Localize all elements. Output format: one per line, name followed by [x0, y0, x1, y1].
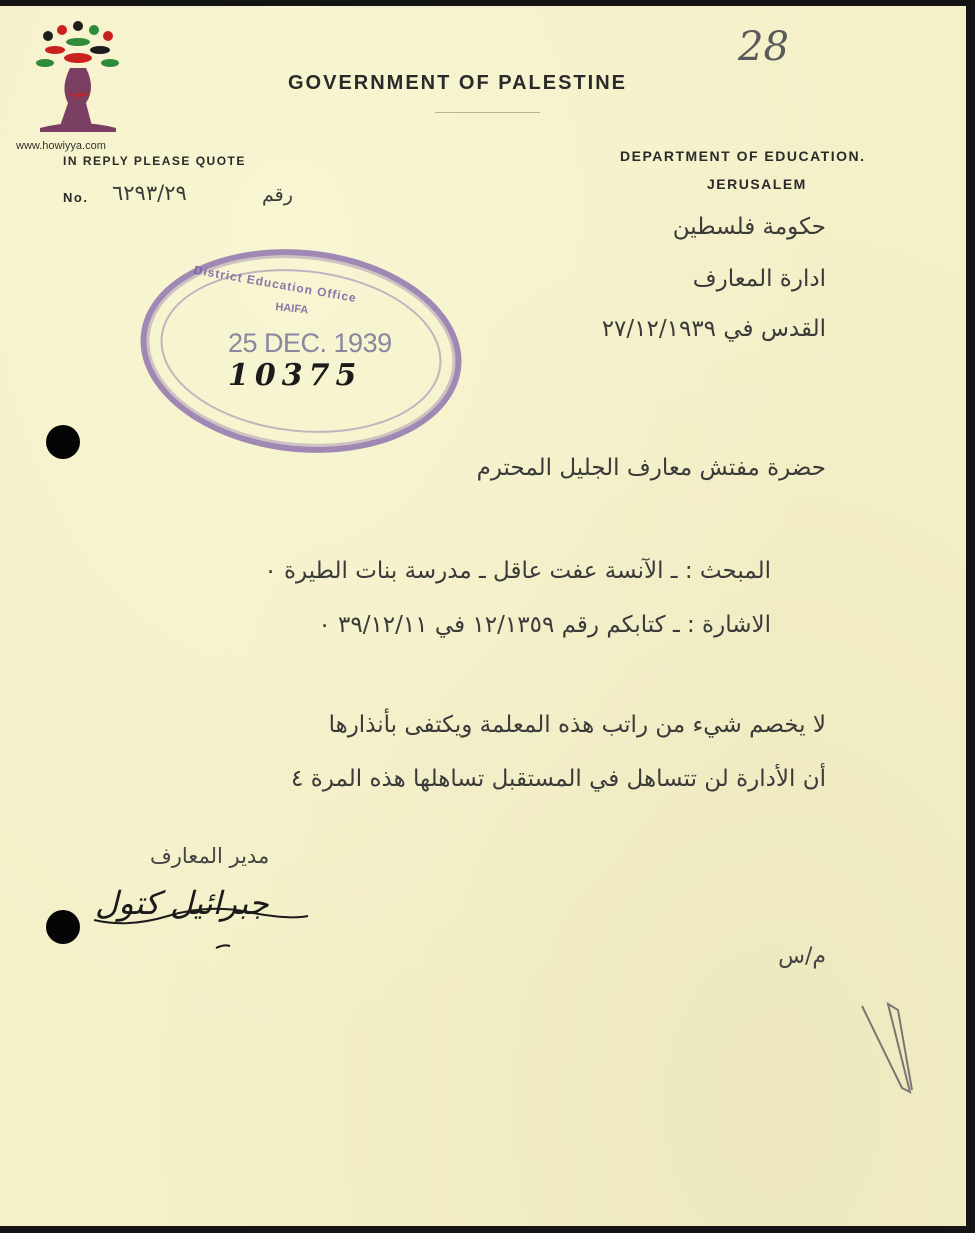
ref-number: ٦٢٩٣/٢٩	[112, 181, 187, 205]
howiyya-logo	[30, 18, 125, 138]
signature-flourish	[88, 876, 328, 961]
scan-border-right	[966, 0, 975, 1233]
department-city: JERUSALEM	[707, 176, 807, 192]
punch-hole-top	[46, 425, 80, 459]
paragraph-line-1: لا يخصم شيء من راتب هذه المعلمة ويكتفى بأنذارها	[328, 712, 826, 738]
gov-arabic: حكومة فلسطين	[672, 214, 826, 240]
ref-label: No.	[63, 190, 89, 205]
addressee: حضرة مفتش معارف الجليل المحترم	[476, 455, 826, 481]
stamp-office: District Education Office	[192, 262, 358, 306]
scan-border-bottom	[0, 1226, 975, 1233]
stamp-city: HAIFA	[274, 301, 309, 317]
scan-border-top	[0, 0, 975, 6]
reference-line: الاشارة : ـ كتابكم رقم ١٢/١٣٥٩ في ٣٩/١٢/١١ ٠	[318, 612, 771, 638]
department-name: DEPARTMENT OF EDUCATION.	[620, 148, 866, 164]
letterhead-title: GOVERNMENT OF PALESTINE	[288, 72, 627, 94]
subject-line: المبحث : ـ الآنسة عفت عاقل ـ مدرسة بنات الطيرة ٠	[264, 558, 771, 584]
ref-label-ar: رقم	[262, 184, 293, 206]
page-number: 28	[738, 24, 789, 70]
stamp-number: 10375	[228, 358, 363, 393]
signature-title: مدير المعارف	[150, 844, 270, 868]
svg-text:هوية: هوية	[67, 86, 89, 99]
paragraph-line-2: أن الأدارة لن تتساهل في المستقبل تساهلها هذه المرة ٤	[291, 766, 826, 792]
punch-hole-bottom	[46, 910, 80, 944]
signature-initials: م/س	[778, 944, 826, 969]
date-arabic: القدس في ٢٧/١٢/١٩٣٩	[601, 316, 826, 342]
stamp-date: 25 DEC. 1939	[228, 328, 392, 358]
title-rule	[435, 112, 540, 113]
pen-check-mark	[858, 1000, 918, 1105]
signature-name: جبرائيل كتول	[95, 884, 269, 922]
reply-note: IN REPLY PLEASE QUOTE	[63, 154, 246, 168]
dept-arabic: ادارة المعارف	[692, 266, 826, 292]
watermark-site: www.howiyya.com	[16, 140, 106, 152]
